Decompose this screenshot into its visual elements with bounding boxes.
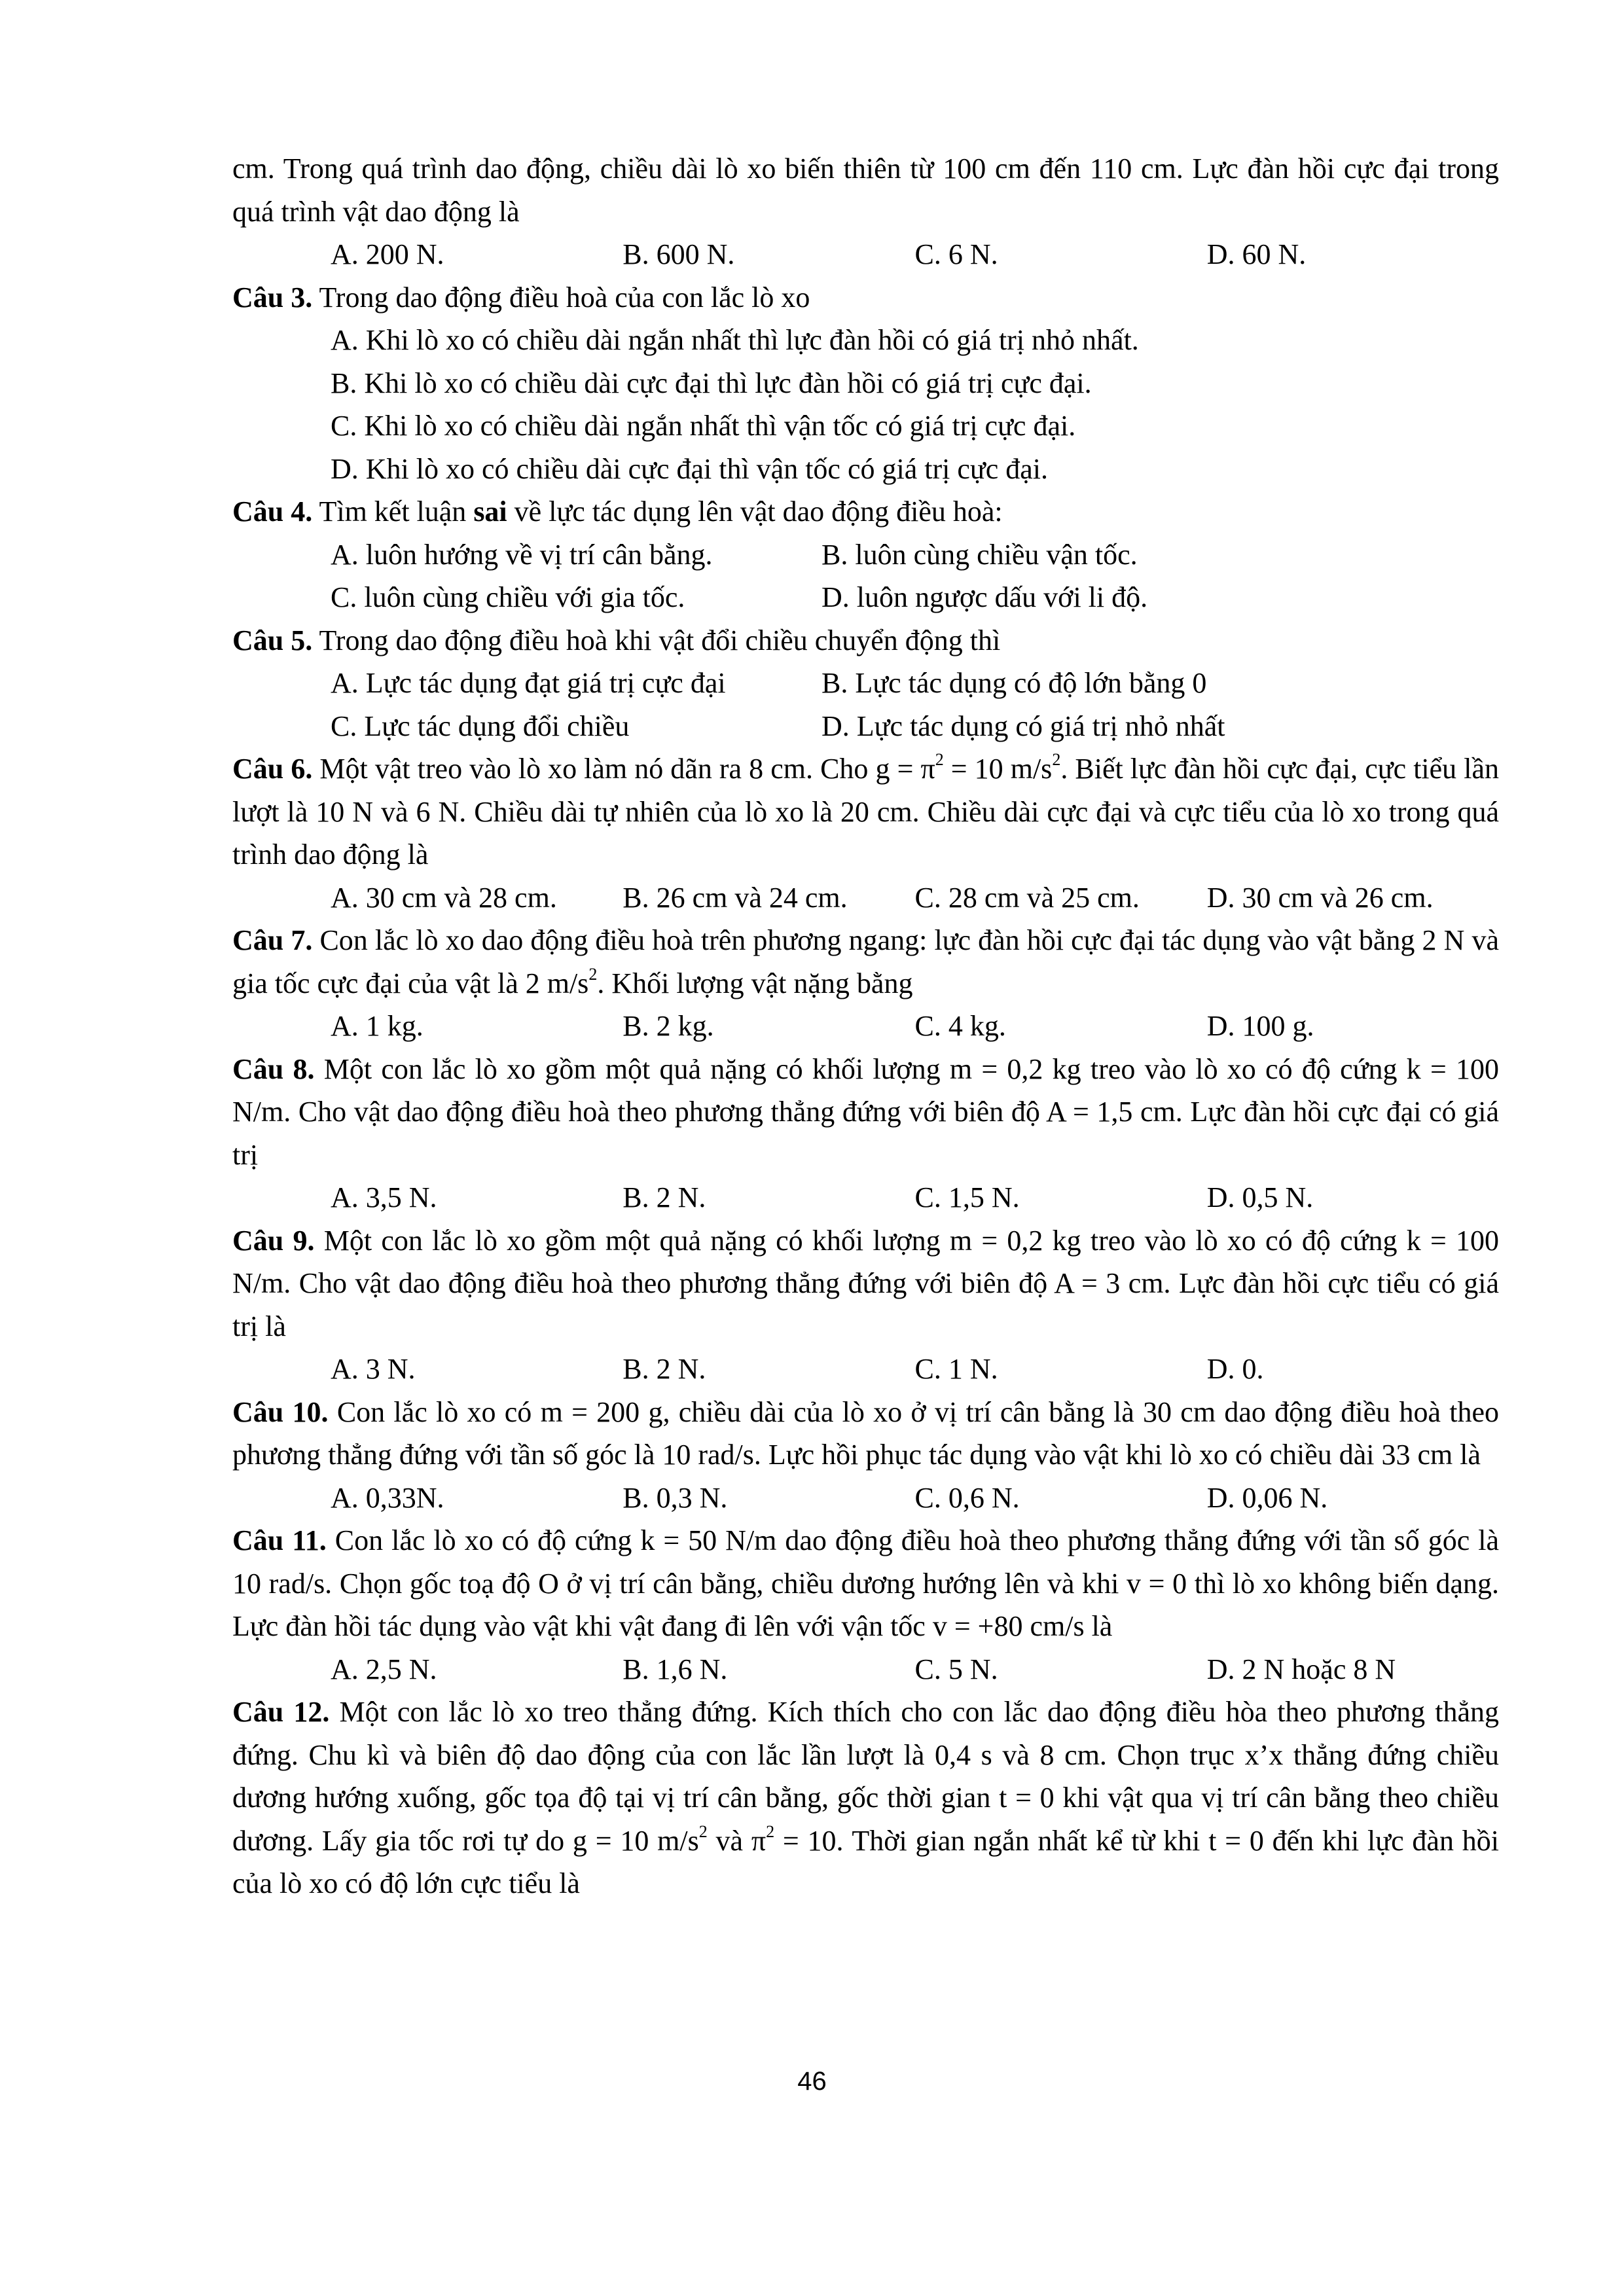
question-number: Câu 5. — [232, 624, 313, 656]
question-number: Câu 7. — [232, 924, 313, 956]
option-c: C. 4 kg. — [914, 1010, 1006, 1042]
question-8 — [232, 1048, 1499, 1177]
question-text: . Biết lực đàn hồi cực đại, cực tiểu lần lượt là 10 N và 6 N. Chiều dài tự nhiên của lò xo là 20 cm. Chiều dài cực đại và cực tiểu của lò xo trong quá trình dao động là — [232, 753, 1500, 870]
question-text: . Khối lượng vật nặng bằng — [597, 967, 913, 999]
question-text: Một vật treo vào lò xo làm nó dãn ra 8 cm. Cho g = π — [319, 753, 935, 785]
question-text: Trong dao động điều hoà của con lắc lò xo — [319, 281, 810, 314]
question-6-options — [232, 876, 1499, 920]
superscript: 2 — [1052, 750, 1061, 770]
option-b: B. Lực tác dụng có độ lớn bằng 0 — [821, 667, 1207, 699]
superscript: 2 — [766, 1821, 775, 1841]
question-2-continuation: cm. Trong quá trình dao động, chiều dài lò xo biến thiên từ 100 cm đến 110 cm. Lực đàn hồi cực đại trong quá trình vật dao động là — [232, 152, 1499, 228]
document-body — [232, 147, 1499, 1905]
question-9 — [232, 1219, 1499, 1348]
question-text: Trong dao động điều hoà khi vật đổi chiều chuyển động thì — [319, 624, 1001, 656]
option-d: D. 30 cm và 26 cm. — [1206, 881, 1434, 914]
question-5-options-row-2 — [232, 705, 1499, 748]
question-8-options — [232, 1176, 1499, 1219]
question-10-options — [232, 1477, 1499, 1520]
option-b: B. luôn cùng chiều vận tốc. — [821, 538, 1138, 571]
question-number: Câu 9. — [232, 1224, 315, 1257]
question-number: Câu 8. — [232, 1052, 315, 1085]
question-text: Một con lắc lò xo gồm một quả nặng có khối lượng m = 0,2 kg treo vào lò xo có độ cứng k = 100 N/m. Cho vật dao động điều hoà theo phương thẳng đứng với biên độ A = 3 cm. Lực đàn hồi cực tiểu có giá trị là — [232, 1224, 1500, 1342]
option-d: D. 0,06 N. — [1206, 1481, 1328, 1514]
question-12 — [232, 1691, 1499, 1905]
option-d: D. 2 N hoặc 8 N — [1206, 1653, 1396, 1685]
option-a: A. 3,5 N. — [331, 1181, 437, 1213]
option-a: A. 200 N. — [331, 238, 444, 270]
option-d: D. Lực tác dụng có giá trị nhỏ nhất — [821, 709, 1225, 742]
option-b: B. 600 N. — [623, 238, 735, 270]
option-c: C. 1,5 N. — [914, 1181, 1020, 1213]
option-a: A. Lực tác dụng đạt giá trị cực đại — [331, 667, 726, 699]
option-b: B. 2 N. — [623, 1353, 706, 1385]
question-text: Một con lắc lò xo gồm một quả nặng có khối lượng m = 0,2 kg treo vào lò xo có độ cứng k = 100 N/m. Cho vật dao động điều hoà theo phương thẳng đứng với biên độ A = 1,5 cm. Lực đàn hồi cực đại có giá trị — [232, 1052, 1500, 1171]
option-a: A. 3 N. — [331, 1353, 416, 1385]
option-a: A. 2,5 N. — [331, 1653, 437, 1685]
question-3 — [232, 276, 1499, 319]
question-text: Con lắc lò xo dao động điều hoà trên phương ngang: lực đàn hồi cực đại tác dụng vào vật bằng 2 N và gia tốc cực đại của vật là 2 m/s — [232, 924, 1500, 999]
question-7-options — [232, 1005, 1499, 1048]
option-d: D. 0,5 N. — [1206, 1181, 1314, 1213]
question-number: Câu 3. — [232, 281, 313, 314]
question-4-options-row-2 — [232, 576, 1499, 619]
question-number: Câu 11. — [232, 1524, 327, 1556]
question-text: Con lắc lò xo có m = 200 g, chiều dài của lò xo ở vị trí cân bằng là 30 cm dao động điều hoà theo phương thẳng đứng với tần số góc là 10 rad/s. Lực hồi phục tác dụng vào vật khi lò xo có chiều dài 33 cm là — [232, 1395, 1500, 1471]
question-5-options-row-1 — [232, 662, 1499, 705]
question-text: và π — [707, 1824, 767, 1857]
option-c: C. luôn cùng chiều với gia tốc. — [331, 581, 685, 613]
question-text: = 10 m/s — [943, 753, 1053, 785]
question-5 — [232, 619, 1499, 662]
question-text: Con lắc lò xo có độ cứng k = 50 N/m dao động điều hoà theo phương thẳng đứng với tần số góc là 10 rad/s. Chọn gốc toạ độ O ở vị trí cân bằng, chiều dương hướng lên và khi v = 0 thì lò xo không biến dạng. Lực đàn hồi tác dụng vào vật khi vật đang đi lên với vận tốc v = +80 cm/s là — [232, 1524, 1499, 1642]
question-text: về lực tác dụng lên vật dao động điều hoà: — [514, 495, 1003, 528]
option-c: C. Lực tác dụng đổi chiều — [331, 709, 630, 742]
question-number: Câu 10. — [232, 1395, 329, 1428]
option-b: B. 0,3 N. — [623, 1481, 728, 1514]
question-4-options-row-1 — [232, 533, 1499, 577]
superscript: 2 — [698, 1821, 708, 1841]
question-10 — [232, 1391, 1499, 1477]
question-number: Câu 4. — [232, 495, 313, 528]
option-a: A. luôn hướng về vị trí cân bằng. — [331, 538, 713, 571]
option-a: A. 0,33N. — [331, 1481, 444, 1514]
question-11-options — [232, 1648, 1499, 1691]
option-d: D. luôn ngược dấu với li độ. — [821, 581, 1148, 613]
option-c: C. 28 cm và 25 cm. — [914, 881, 1140, 914]
option-d: D. Khi lò xo có chiều dài cực đại thì vận tốc có giá trị cực đại. — [331, 452, 1049, 485]
superscript: 2 — [588, 964, 598, 984]
question-2-options — [232, 233, 1499, 276]
option-d: D. 100 g. — [1206, 1010, 1314, 1042]
option-c: C. 0,6 N. — [914, 1481, 1020, 1514]
question-number: Câu 12. — [232, 1696, 330, 1728]
option-b: B. 2 kg. — [623, 1010, 714, 1042]
option-c: C. Khi lò xo có chiều dài ngắn nhất thì vận tốc có giá trị cực đại. — [331, 410, 1076, 442]
option-a: A. 1 kg. — [331, 1010, 424, 1042]
option-b: B. 26 cm và 24 cm. — [623, 881, 848, 914]
question-text: = 10. Thời gian ngắn nhất kể từ khi t = 0 đến khi lực đàn hồi của lò xo có độ lớn cực tiểu là — [232, 1824, 1499, 1899]
option-c: C. 1 N. — [914, 1353, 998, 1385]
option-b: B. Khi lò xo có chiều dài cực đại thì lực đàn hồi có giá trị cực đại. — [331, 367, 1092, 399]
option-a: A. 30 cm và 28 cm. — [331, 881, 557, 914]
question-9-options — [232, 1348, 1499, 1391]
page-number: 46 — [797, 2067, 827, 2096]
option-c: C. 6 N. — [914, 238, 998, 270]
question-emphasis: sai — [473, 495, 507, 528]
question-11 — [232, 1519, 1499, 1648]
option-d: D. 60 N. — [1206, 238, 1307, 270]
superscript: 2 — [935, 750, 944, 770]
option-a: A. Khi lò xo có chiều dài ngắn nhất thì lực đàn hồi có giá trị nhỏ nhất. — [331, 324, 1139, 356]
option-b: B. 2 N. — [623, 1181, 706, 1213]
question-number: Câu 6. — [232, 753, 313, 785]
question-6 — [232, 747, 1499, 876]
option-b: B. 1,6 N. — [623, 1653, 728, 1685]
option-d: D. 0. — [1206, 1353, 1264, 1385]
question-4 — [232, 490, 1499, 533]
question-text: Một con lắc lò xo treo thẳng đứng. Kích thích cho con lắc dao động điều hòa theo phương thẳng đứng. Chu kì và biên độ dao động của con lắc lần lượt là 0,4 s và 8 cm. Chọn trục x’x thẳng đứng chiều dương hướng xuống, gốc tọa độ tại vị trí cân bằng, gốc thời gian t = 0 khi vật qua vị trí cân bằng theo chiều dương. Lấy gia tốc rơi tự do g = 10 m/s — [232, 1696, 1500, 1857]
question-7 — [232, 919, 1499, 1005]
option-c: C. 5 N. — [914, 1653, 998, 1685]
question-text: Tìm kết luận — [319, 495, 467, 528]
